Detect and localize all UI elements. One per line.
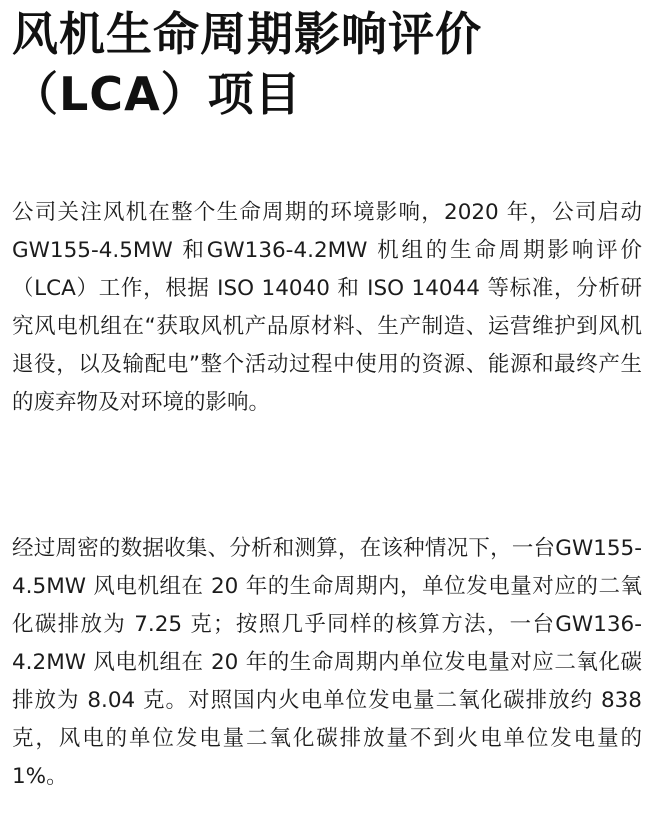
title-line-2: （LCA）项目 [12, 67, 302, 121]
title-line-1: 风机生命周期影响评价 [12, 7, 482, 61]
paragraph-lca-results: 经过周密的数据收集、分析和测算，在该种情况下，一台GW155-4.5MW 风电机组在 20 年的生命周期内，单位发电量对应的二氧化碳排放为 7.25 克；按照几乎同样的核算方法，一台GW136-4.2MW 风电机组在 20 年的生命周期内单位发电量对应二氧化碳排放为 8.04 克。对照国内火电单位发电量二氧化碳排放约 838克，风电的单位发电量二氧化碳排放量不到火电单位发电量的 1%。 [12, 536, 642, 789]
page-title [12, 4, 644, 124]
paragraph-lca-intro: 公司关注风机在整个生命周期的环境影响，2020 年，公司启动GW155-4.5MW 和GW136-4.2MW 机组的生命周期影响评价（LCA）工作，根据 ISO 14040 和 ISO 14044 等标准，分析研究风电机组在“获取风机产品原材料、生产制造、运营维护到风机退役，以及输配电”整个活动过程中使用的资源、能源和最终产生的废弃物及对环境的影响。 [12, 200, 642, 415]
